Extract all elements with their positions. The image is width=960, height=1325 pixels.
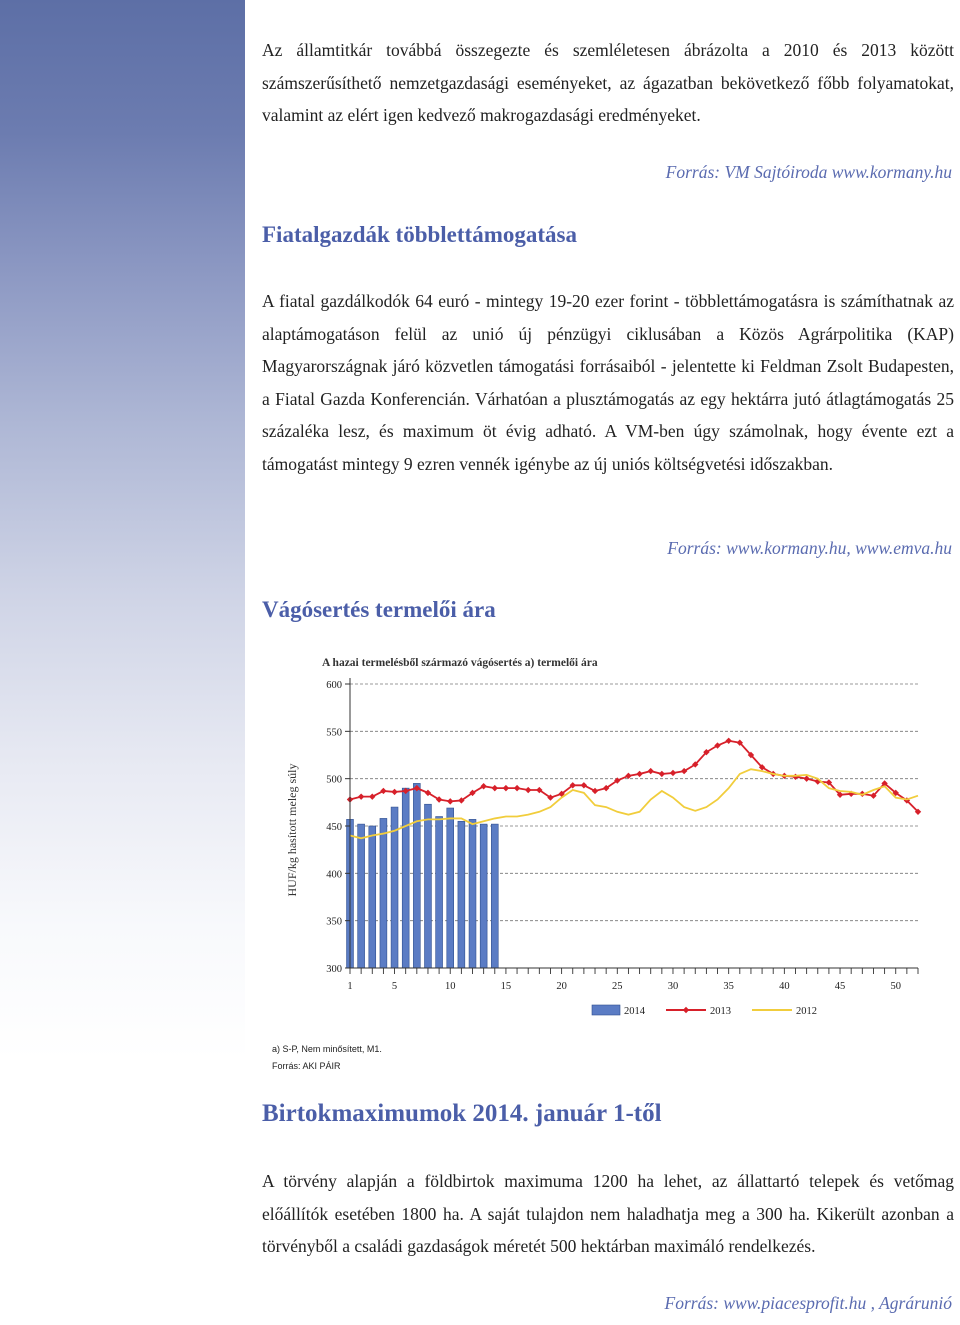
x-tick-label-10: 10 [444, 981, 456, 992]
bar-2014-week-10 [447, 808, 454, 968]
x-tick-label-1: 1 [347, 981, 353, 992]
line-2013 [350, 741, 918, 812]
bar-2014-week-2 [358, 824, 365, 968]
marker-2013-week-27 [636, 771, 642, 777]
marker-2013-week-28 [648, 768, 654, 774]
bar-2014-week-4 [380, 818, 387, 968]
chart-source: Forrás: AKI PÁIR [272, 1061, 341, 1071]
marker-2013-week-16 [514, 785, 520, 791]
x-tick-label-20: 20 [556, 981, 567, 992]
y-tick-label-500: 500 [326, 774, 342, 786]
y-tick-label-300: 300 [326, 964, 342, 975]
chart-lines [347, 738, 921, 839]
marker-2013-week-17 [525, 787, 531, 793]
y-tick-label-600: 600 [326, 680, 342, 691]
chart-grid [350, 684, 918, 921]
marker-2013-week-3 [369, 793, 375, 799]
marker-2013-week-29 [659, 771, 665, 777]
x-tick-label-25: 25 [612, 981, 623, 992]
young-farmers-paragraph: A fiatal gazdálkodók 64 euró - mintegy 19-20 ezer forint - többlettámogatásra is számíthatnak az alaptámogatáson felül az unió új pénzügyi ciklusában a Közös Agrárpolitika (KAP) Magyarországnak járó közvetlen támogatási forrásaiból - jelentette ki Feldman Zsolt Budapesten, a Fiatal Gazda Konferencián. Várhatóan a plusztámogatás az egy hektárra jutó átlagtámogatás 25 százaléka lesz, és maximum öt évig adható. A VM-ben úgy számolnak, hogy évente ezt a támogatást mintegy 9 ezren vennék igénybe az új uniós költségvetési időszakban. [262, 291, 954, 474]
bar-2014-week-11 [458, 821, 465, 968]
marker-2013-week-14 [492, 785, 498, 791]
x-tick-label-30: 30 [667, 981, 679, 992]
bar-2014-week-3 [369, 826, 376, 968]
land-maximum-source: Forrás: www.piacesprofit.hu , Agrárunió [664, 1293, 952, 1313]
y-tick-label-550: 550 [326, 727, 342, 739]
land-maximum-paragraph: A törvény alapján a földbirtok maximuma 1200 ha lehet, az állattartó telepek és vetőmag előállítók esetében 1800 ha. A saját tulajdon nem haladhatja meg a 300 ha. Kikerült azonban a törvényből a családi gazdaságok méretét 500 hektárban maximáló rendelkezés. [262, 1171, 954, 1256]
bar-2014-week-8 [425, 804, 432, 968]
young-farmers-source: Forrás: www.kormany.hu, www.emva.hu [667, 538, 952, 558]
pig-price-chart [262, 640, 942, 1080]
x-tick-label-40: 40 [779, 981, 790, 992]
intro-source: Forrás: VM Sajtóiroda www.kormany.hu [665, 162, 952, 182]
marker-2013-week-23 [592, 788, 598, 794]
intro-paragraph: Az államtitkár továbbá összegezte és szemléletesen ábrázolta a 2010 és 2013 között számszerűsíthető nemzetgazdasági eseményeket, az ágazatban bekövetkező főbb folyamatokat, valamint az elért igen kedvező makrogazdasági eredményeket. [262, 40, 954, 125]
y-tick-label-450: 450 [326, 822, 342, 833]
x-tick-label-45: 45 [834, 981, 846, 992]
legend-swatch-2014 [592, 1005, 620, 1015]
section-title-land-maximum: Birtokmaximumok 2014. január 1-től [262, 1100, 662, 1127]
x-tick-label-35: 35 [723, 981, 734, 992]
legend-label-2013: 2013 [710, 1006, 731, 1017]
marker-2013-week-26 [625, 773, 631, 779]
marker-2013-week-35 [725, 738, 731, 744]
chart-bars-2014 [347, 783, 499, 968]
marker-2013-week-2 [358, 793, 364, 799]
legend-label-2014: 2014 [624, 1006, 645, 1017]
x-tick-label-15: 15 [500, 981, 512, 992]
bar-2014-week-13 [480, 824, 487, 968]
bar-2014-week-12 [469, 819, 476, 968]
x-tick-label-5: 5 [391, 981, 398, 992]
marker-2013-week-30 [670, 770, 676, 776]
bar-2014-week-6 [402, 788, 409, 968]
y-tick-label-400: 400 [326, 869, 342, 881]
chart-legend [592, 1005, 817, 1017]
chart-title: A hazai termelésből származó vágósertés a) termelői ára [322, 657, 598, 669]
marker-2013-week-22 [581, 782, 587, 788]
bar-2014-week-14 [491, 824, 498, 968]
y-tick-label-350: 350 [326, 916, 342, 928]
marker-2013-week-4 [380, 788, 386, 794]
chart-footnote: a) S-P, Nem minősített, M1. [272, 1044, 382, 1054]
legend-label-2012: 2012 [796, 1006, 817, 1017]
legend-marker-2013 [683, 1007, 689, 1013]
x-tick-label-50: 50 [890, 981, 901, 992]
marker-2013-week-15 [503, 785, 509, 791]
line-2012 [350, 769, 918, 838]
chart-y-axis-label: HUF/kg hasított meleg súly [285, 763, 299, 897]
marker-2013-week-10 [447, 798, 453, 804]
marker-2013-week-5 [391, 789, 397, 795]
section-title-young-farmers: Fiatalgazdák többlettámogatása [262, 222, 577, 247]
chart-canvas [262, 640, 942, 1080]
bar-2014-week-7 [413, 783, 420, 968]
section-title-pig-price: Vágósertés termelői ára [262, 597, 496, 622]
bar-2014-week-9 [436, 817, 443, 968]
